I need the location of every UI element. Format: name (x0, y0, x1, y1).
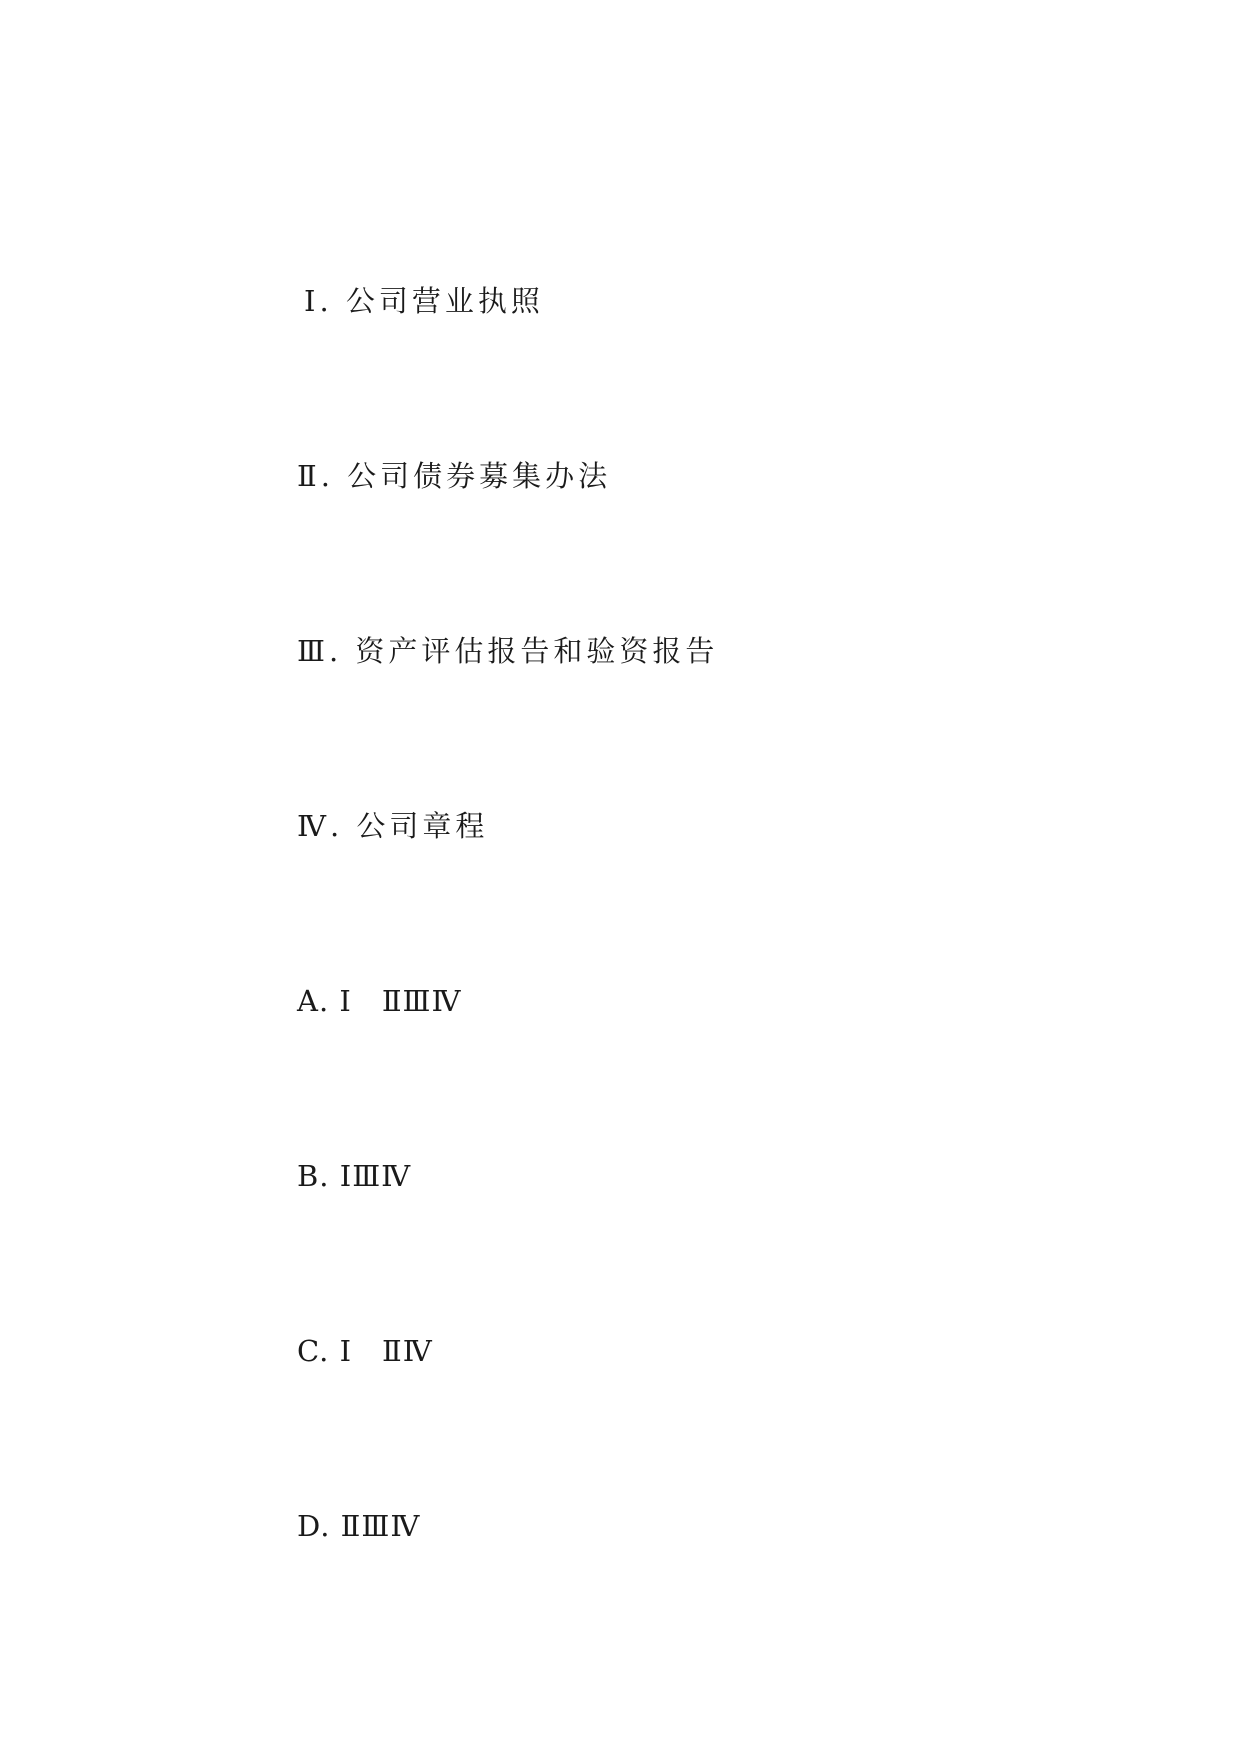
answer-option-c: C. Ⅰ ⅡⅣ (297, 1334, 433, 1368)
statement-item-3: Ⅲ. 资产评估报告和验资报告 (297, 634, 719, 668)
answer-option-d: D. ⅡⅢⅣ (297, 1509, 421, 1543)
statement-item-1: Ⅰ. 公司营业执照 (304, 284, 544, 318)
answer-option-b: B. ⅠⅢⅣ (297, 1159, 412, 1193)
statement-item-4: Ⅳ. 公司章程 (297, 809, 489, 843)
statement-item-2: Ⅱ. 公司债券募集办法 (297, 459, 612, 493)
answer-option-a: A. Ⅰ ⅡⅢⅣ (297, 984, 462, 1018)
